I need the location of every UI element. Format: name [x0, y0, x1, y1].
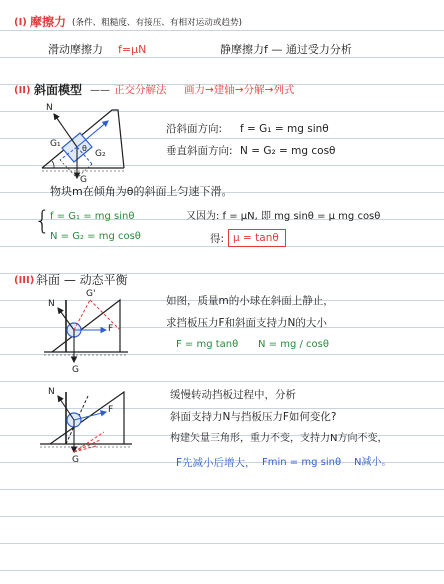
system-eq-1: f = G₁ = mg sinθ [50, 211, 135, 222]
label-N: N [46, 103, 53, 113]
perp-slope-label: 垂直斜面方向: [166, 145, 233, 157]
problem-2-line-1: 如图，质量m的小球在斜面上静止， [166, 295, 334, 307]
orthogonal-method: 正交分解法 [114, 84, 167, 96]
d3-label-F: F [108, 405, 114, 415]
sliding-friction-formula: f=μN [118, 43, 147, 56]
problem-2-line-2: 求挡板压力F和斜面支持力N的大小 [166, 317, 327, 329]
section-3-number: (III) [14, 275, 35, 286]
method-steps: 画力→建轴→分解→列式 [184, 84, 295, 96]
section-1-conditions: (条件、粗糙度、有接压、有相对运动或趋势) [72, 18, 242, 28]
result-F: F = mg tanθ [176, 339, 239, 350]
perp-slope-equation: N = G₂ = mg cosθ [240, 145, 336, 157]
derivation: 又因为: f = μN, 即 mg sinθ = μ mg cosθ [186, 211, 381, 222]
problem-statement: 物块m在倾角为θ的斜面上匀速下滑。 [50, 185, 233, 198]
section-1-number: (I) [14, 17, 27, 28]
section-3-title: 斜面 — 动态平衡 [36, 273, 128, 287]
problem-3-line-4: F先减小后增大， [176, 457, 256, 469]
label-G1: G₁ [50, 139, 61, 149]
d2-label-F: F [108, 324, 114, 334]
d3-label-G: G [72, 455, 79, 465]
section-2-title: 斜面模型 [34, 83, 83, 97]
along-slope-label: 沿斜面方向: [166, 123, 223, 135]
static-friction-text: 静摩擦力f — 通过受力分析 [220, 43, 352, 56]
d2-label-N: N [48, 299, 55, 309]
label-G2: G₂ [95, 149, 106, 159]
sliding-friction-label: 滑动摩擦力 [48, 43, 103, 56]
section-2-number: (II) [14, 85, 31, 96]
section-2-dash: —— [90, 85, 110, 96]
system-eq-2: N = G₂ = mg cosθ [50, 231, 141, 242]
label-theta: θ [82, 144, 87, 153]
problem-3-line-2: 斜面支持力N与挡板压力F如何变化? [170, 411, 337, 423]
result-N: N = mg / cosθ [258, 339, 329, 350]
section-1-title: 摩擦力 [30, 15, 67, 29]
along-slope-equation: f = G₁ = mg sinθ [240, 123, 329, 135]
result-prefix: 得: [210, 233, 225, 245]
fmin-formula: Fmin = mg sinθ [262, 457, 342, 468]
d2-label-G: G [72, 365, 79, 375]
d3-label-N: N [48, 387, 55, 397]
d2-label-Gprime: G' [86, 289, 96, 299]
problem-3-line-3: 构建矢量三角形，重力不变，支持力N方向不变， [170, 433, 388, 444]
system-brace: { [34, 206, 51, 236]
result-mu: μ = tanθ [233, 232, 279, 244]
label-G: G [80, 175, 87, 185]
problem-3-line-1: 缓慢转动挡板过程中，分析 [170, 389, 296, 401]
n-change: N减小。 [354, 457, 392, 468]
